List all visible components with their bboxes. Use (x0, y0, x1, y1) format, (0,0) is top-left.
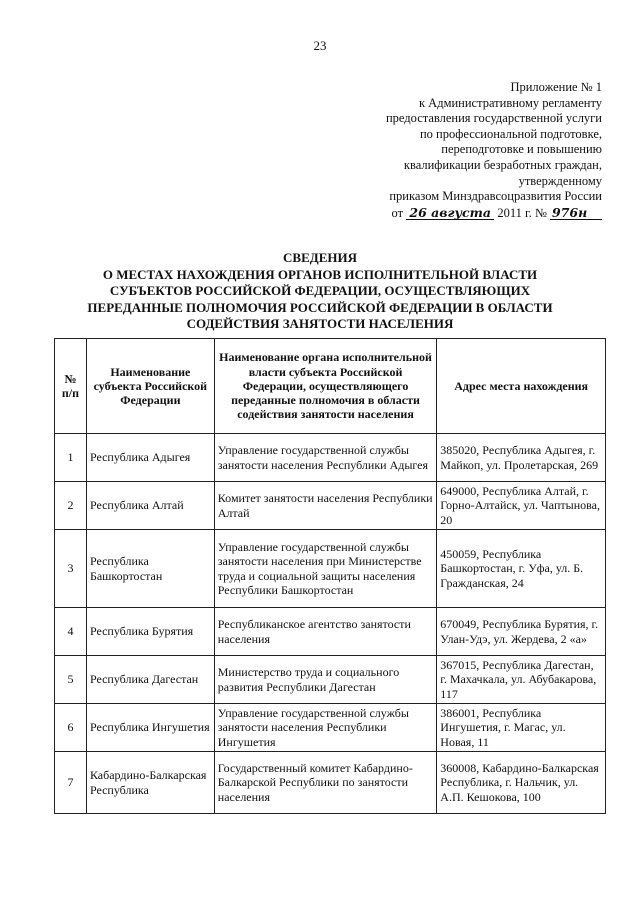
table-header-row (55, 339, 606, 434)
row-number: 6 (55, 704, 87, 752)
row-address: 649000, Республика Алтай, г. Горно-Алтайск, ул. Чаптынова, 20 (437, 482, 606, 530)
row-subject: Республика Башкортостан (86, 530, 214, 608)
title-line: СОДЕЙСТВИЯ ЗАНЯТОСТИ НАСЕЛЕНИЯ (186, 316, 454, 331)
appendix-line: утвержденному (518, 173, 602, 188)
title-line: СУБЪЕКТОВ РОССИЙСКОЙ ФЕДЕРАЦИИ, ОСУЩЕСТВЛЯЮЩИХ (109, 283, 531, 298)
row-number: 4 (55, 608, 87, 656)
regions-table (54, 338, 606, 814)
row-subject: Республика Алтай (86, 482, 214, 530)
header-subject: Наименование субъекта Российской Федерации (86, 339, 214, 434)
appendix-line: Приложение № 1 (510, 80, 602, 94)
table-row (55, 482, 606, 530)
handwritten-date: 26 августа (406, 206, 494, 220)
table-row (55, 752, 606, 814)
row-subject: Республика Дагестан (86, 656, 214, 704)
row-number: 2 (55, 482, 87, 530)
title-line: О МЕСТАХ НАХОЖДЕНИЯ ОРГАНОВ ИСПОЛНИТЕЛЬНОЙ ВЛАСТИ (102, 266, 538, 282)
row-address: 670049, Республика Бурятия, г. Улан-Удэ, ул. Жердева, 2 «а» (437, 608, 606, 656)
row-number: 7 (55, 752, 87, 814)
row-address: 450059, Республика Башкортостан, г. Уфа, ул. Б. Гражданская, 24 (437, 530, 606, 608)
appendix-line: квалификации безработных граждан, (403, 157, 602, 172)
table-row (55, 608, 606, 656)
title-line: СВЕДЕНИЯ (283, 250, 357, 265)
document-title (70, 250, 570, 333)
header-number: № п/п (55, 339, 87, 434)
appendix-block (302, 80, 602, 221)
appendix-line: приказом Минздравсоцразвития России (389, 189, 602, 204)
table-row (55, 434, 606, 482)
appendix-line: к Административному регламенту (418, 95, 602, 110)
row-organ: Комитет занятости населения Республики Алтай (214, 482, 437, 530)
appendix-line: переподготовке и повышению (441, 142, 602, 157)
row-address: 360008, Кабардино-Балкарская Республика, г. Нальчик, ул. А.П. Кешокова, 100 (437, 752, 606, 814)
row-organ: Государственный комитет Кабардино-Балкарской Республики по занятости населения (214, 752, 437, 814)
page-number: 23 (313, 38, 327, 53)
appendix-line: предоставления государственной услуги (385, 111, 602, 126)
appendix-line: по профессиональной подготовке, (419, 126, 602, 141)
order-date-line (302, 206, 602, 222)
year-text: 2011 г. № (497, 205, 547, 220)
row-organ: Управление государственной службы занятости населения при Министерстве труда и социальной защиты населения Республики Башкортостан (214, 530, 437, 608)
handwritten-number: 976н (550, 206, 602, 220)
row-number: 3 (55, 530, 87, 608)
row-organ: Республиканское агентство занятости населения (214, 608, 437, 656)
table-row (55, 530, 606, 608)
header-organ: Наименование органа исполнительной власти субъекта Российской Федерации, осуществляющего переданные полномочия в области содействия занятости населения (214, 339, 437, 434)
table-row (55, 656, 606, 704)
row-number: 5 (55, 656, 87, 704)
row-subject: Республика Адыгея (86, 434, 214, 482)
row-subject: Кабардино-Балкарская Республика (86, 752, 214, 814)
row-subject: Республика Ингушетия (86, 704, 214, 752)
row-address: 385020, Республика Адыгея, г. Майкоп, ул. Пролетарская, 269 (437, 434, 606, 482)
row-address: 367015, Республика Дагестан, г. Махачкала, ул. Абубакарова, 117 (437, 656, 606, 704)
table-row (55, 704, 606, 752)
row-subject: Республика Бурятия (86, 608, 214, 656)
title-line: ПЕРЕДАННЫЕ ПОЛНОМОЧИЯ РОССИЙСКОЙ ФЕДЕРАЦИИ В ОБЛАСТИ (87, 299, 553, 315)
date-prefix: от (391, 205, 404, 220)
row-organ: Управление государственной службы занятости населения Республики Адыгея (214, 434, 437, 482)
row-address: 386001, Республика Ингушетия, г. Магас, ул. Новая, 11 (437, 704, 606, 752)
row-number: 1 (55, 434, 87, 482)
row-organ: Министерство труда и социального развития Республики Дагестан (214, 656, 437, 704)
header-address: Адрес места нахождения (437, 339, 606, 434)
row-organ: Управление государственной службы занятости населения Республики Ингушетия (214, 704, 437, 752)
